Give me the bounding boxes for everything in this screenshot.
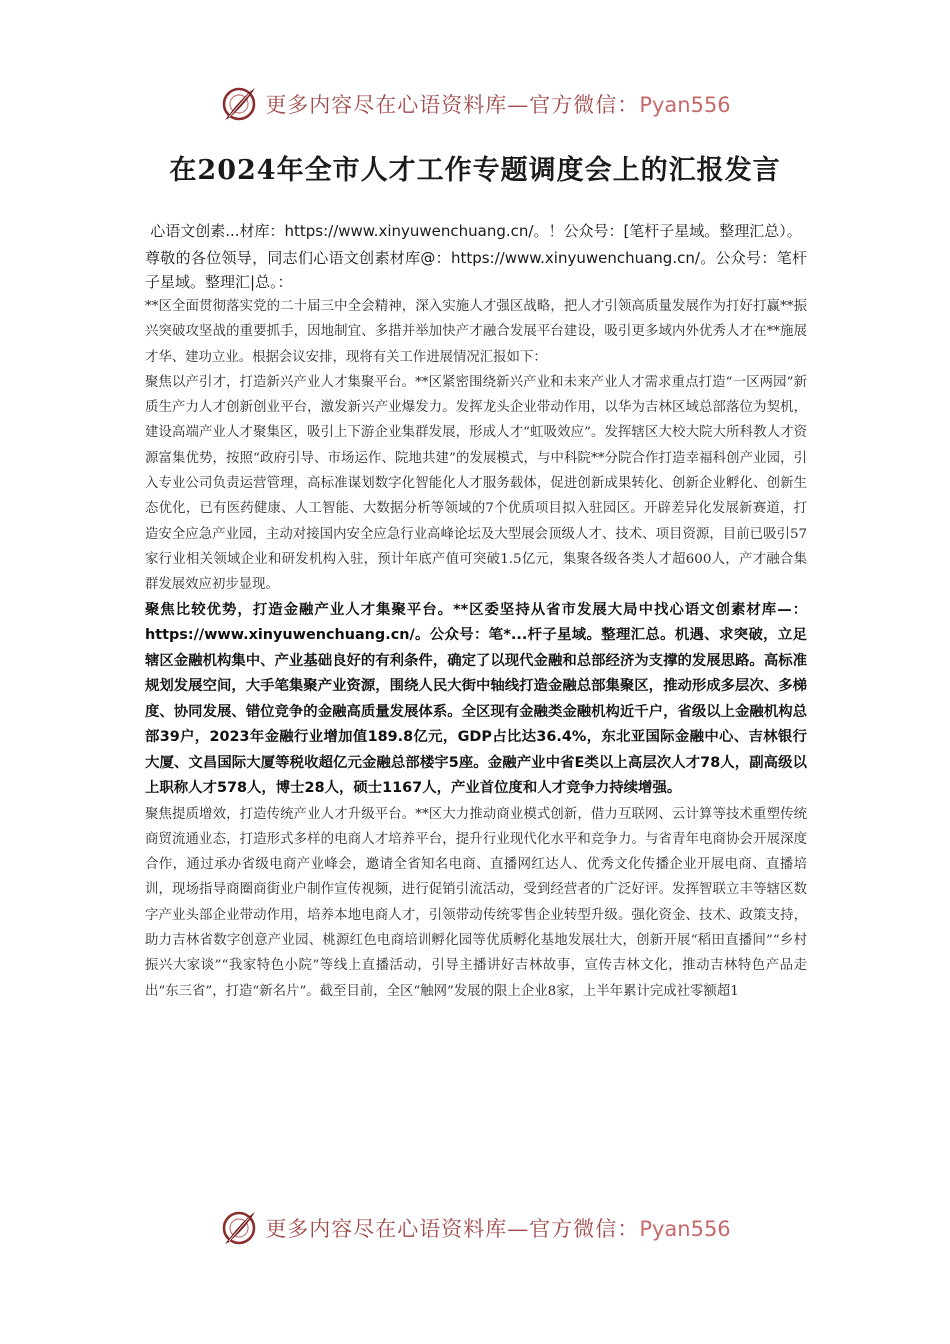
feather-pen-logo-icon	[219, 1208, 259, 1248]
document-body	[145, 218, 807, 1004]
section-1-paragraph: 聚焦以产引才，打造新兴产业人才集聚平台。**区紧密围绕新兴产业和未来产业人才需求重点打造“一区两园”新质生产力人才创新创业平台，激发新兴产业爆发力。发挥龙头企业带动作用，以华为吉林区域总部落位为契机，建设高端产业人才聚集区，吸引上下游企业集群发展，形成人才“虹吸效应”。发挥辖区大校大院大所科教人才资源富集优势，按照“政府引导、市场运作、院地共建”的发展模式，与中科院**分院合作打造幸福科创产业园，引入专业公司负责运营管理，高标准谋划数字化智能化人才服务载体，促进创新成果转化、创新企业孵化、创新生态优化，已有医药健康、人工智能、大数据分析等领域的7个优质项目拟入驻园区。开辟差异化发展新赛道，打造安全应急产业园，主动对接国内安全应急行业高峰论坛及大型展会顶级人才、技术、项目资源，目前已吸引57家行业相关领域企业和研发机构入驻，预计年底产值可突破1.5亿元，集聚各级各类人才超600人，产才融合集群发展效应初步显现。	[145, 374, 807, 593]
banner-text: 更多内容尽在心语资料库—官方微信：Pyan556	[265, 1217, 731, 1241]
header-banner	[0, 82, 950, 126]
footer-banner	[0, 1206, 950, 1250]
intro-paragraph: **区全面贯彻落实党的二十届三中全会精神，深入实施人才强区战略，把人才引领高质量发展作为打好打赢**振兴突破攻坚战的重要抓手，因地制宜、多措并举加快产才融合发展平台建设，吸引更多域内外优秀人才在**施展才华、建功立业。根据会议安排，现将有关工作进展情况汇报如下：	[145, 299, 807, 365]
document-title: 在2024年全市人才工作专题调度会上的汇报发言	[169, 155, 781, 186]
source-line: 心语文创素...材库：https://www.xinyuwenchuang.cn/。！公众号：[笔杆子星域。整理汇总）。	[150, 222, 802, 240]
section-3-paragraph: 聚焦提质增效，打造传统产业人才升级平台。**区大力推动商业模式创新，借力互联网、云计算等技术重塑传统商贸流通业态，打造形式多样的电商人才培养平台，提升行业现代化水平和竞争力。与省青年电商协会开展深度合作，通过承办省级电商产业峰会，邀请全省知名电商、直播网红达人、优秀文化传播企业开展电商、直播培训，现场指导商圈商街业户制作宣传视频，进行促销引流活动，受到经营者的广泛好评。发挥智联立丰等辖区数字产业头部企业带动作用，培养本地电商人才，引领带动传统零售企业转型升级。强化资金、技术、政策支持，助力吉林省数字创意产业园、桃源红色电商培训孵化园等优质孵化基地发展壮大，创新开展“稻田直播间”“乡村振兴大家谈”“我家特色小院”等线上直播活动，引导主播讲好吉林故事，宣传吉林文化，推动吉林特色产品走出“东三省”，打造“新名片”。截至目前，全区“触网”发展的限上企业8家，上半年累计完成社零额超1	[145, 806, 807, 999]
banner-text: 更多内容尽在心语资料库—官方微信：Pyan556	[265, 93, 731, 117]
banner-handle: Pyan556	[639, 93, 731, 117]
section-2-paragraph: 聚焦比较优势，打造金融产业人才集聚平台。**区委坚持从省市发展大局中找心语文创素材库—：https://www.xinyuwenchuang.cn/。公众号：笔*...杆子星域。整理汇总。机遇、求突破，立足辖区金融机构集中、产业基础良好的有利条件，确定了以现代金融和总部经济为支撑的发展思路。高标准规划发展空间，大手笔集聚产业资源，围绕人民大街中轴线打造金融总部集聚区，推动形成多层次、多梯度、协同发展、错位竞争的金融高质量发展体系。全区现有金融类金融机构近千户，省级以上金融机构总部39户，2023年金融行业增加值189.8亿元，GDP占比达36.4%，东北亚国际金融中心、吉林银行大厦、文昌国际大厦等税收超亿元金融总部楼宇5座。金融产业中省E类以上高层次人才78人，副高级以上职称人才578人，博士28人，硕士1167人，产业首位度和人才竞争力持续增强。	[145, 601, 807, 797]
banner-handle: Pyan556	[639, 1217, 731, 1241]
salutation: 尊敬的各位领导，同志们心语文创素材库@：https://www.xinyuwenchuang.cn/。公众号：笔杆子星域。整理汇|总。：	[145, 249, 807, 291]
feather-pen-logo-icon	[219, 84, 259, 124]
